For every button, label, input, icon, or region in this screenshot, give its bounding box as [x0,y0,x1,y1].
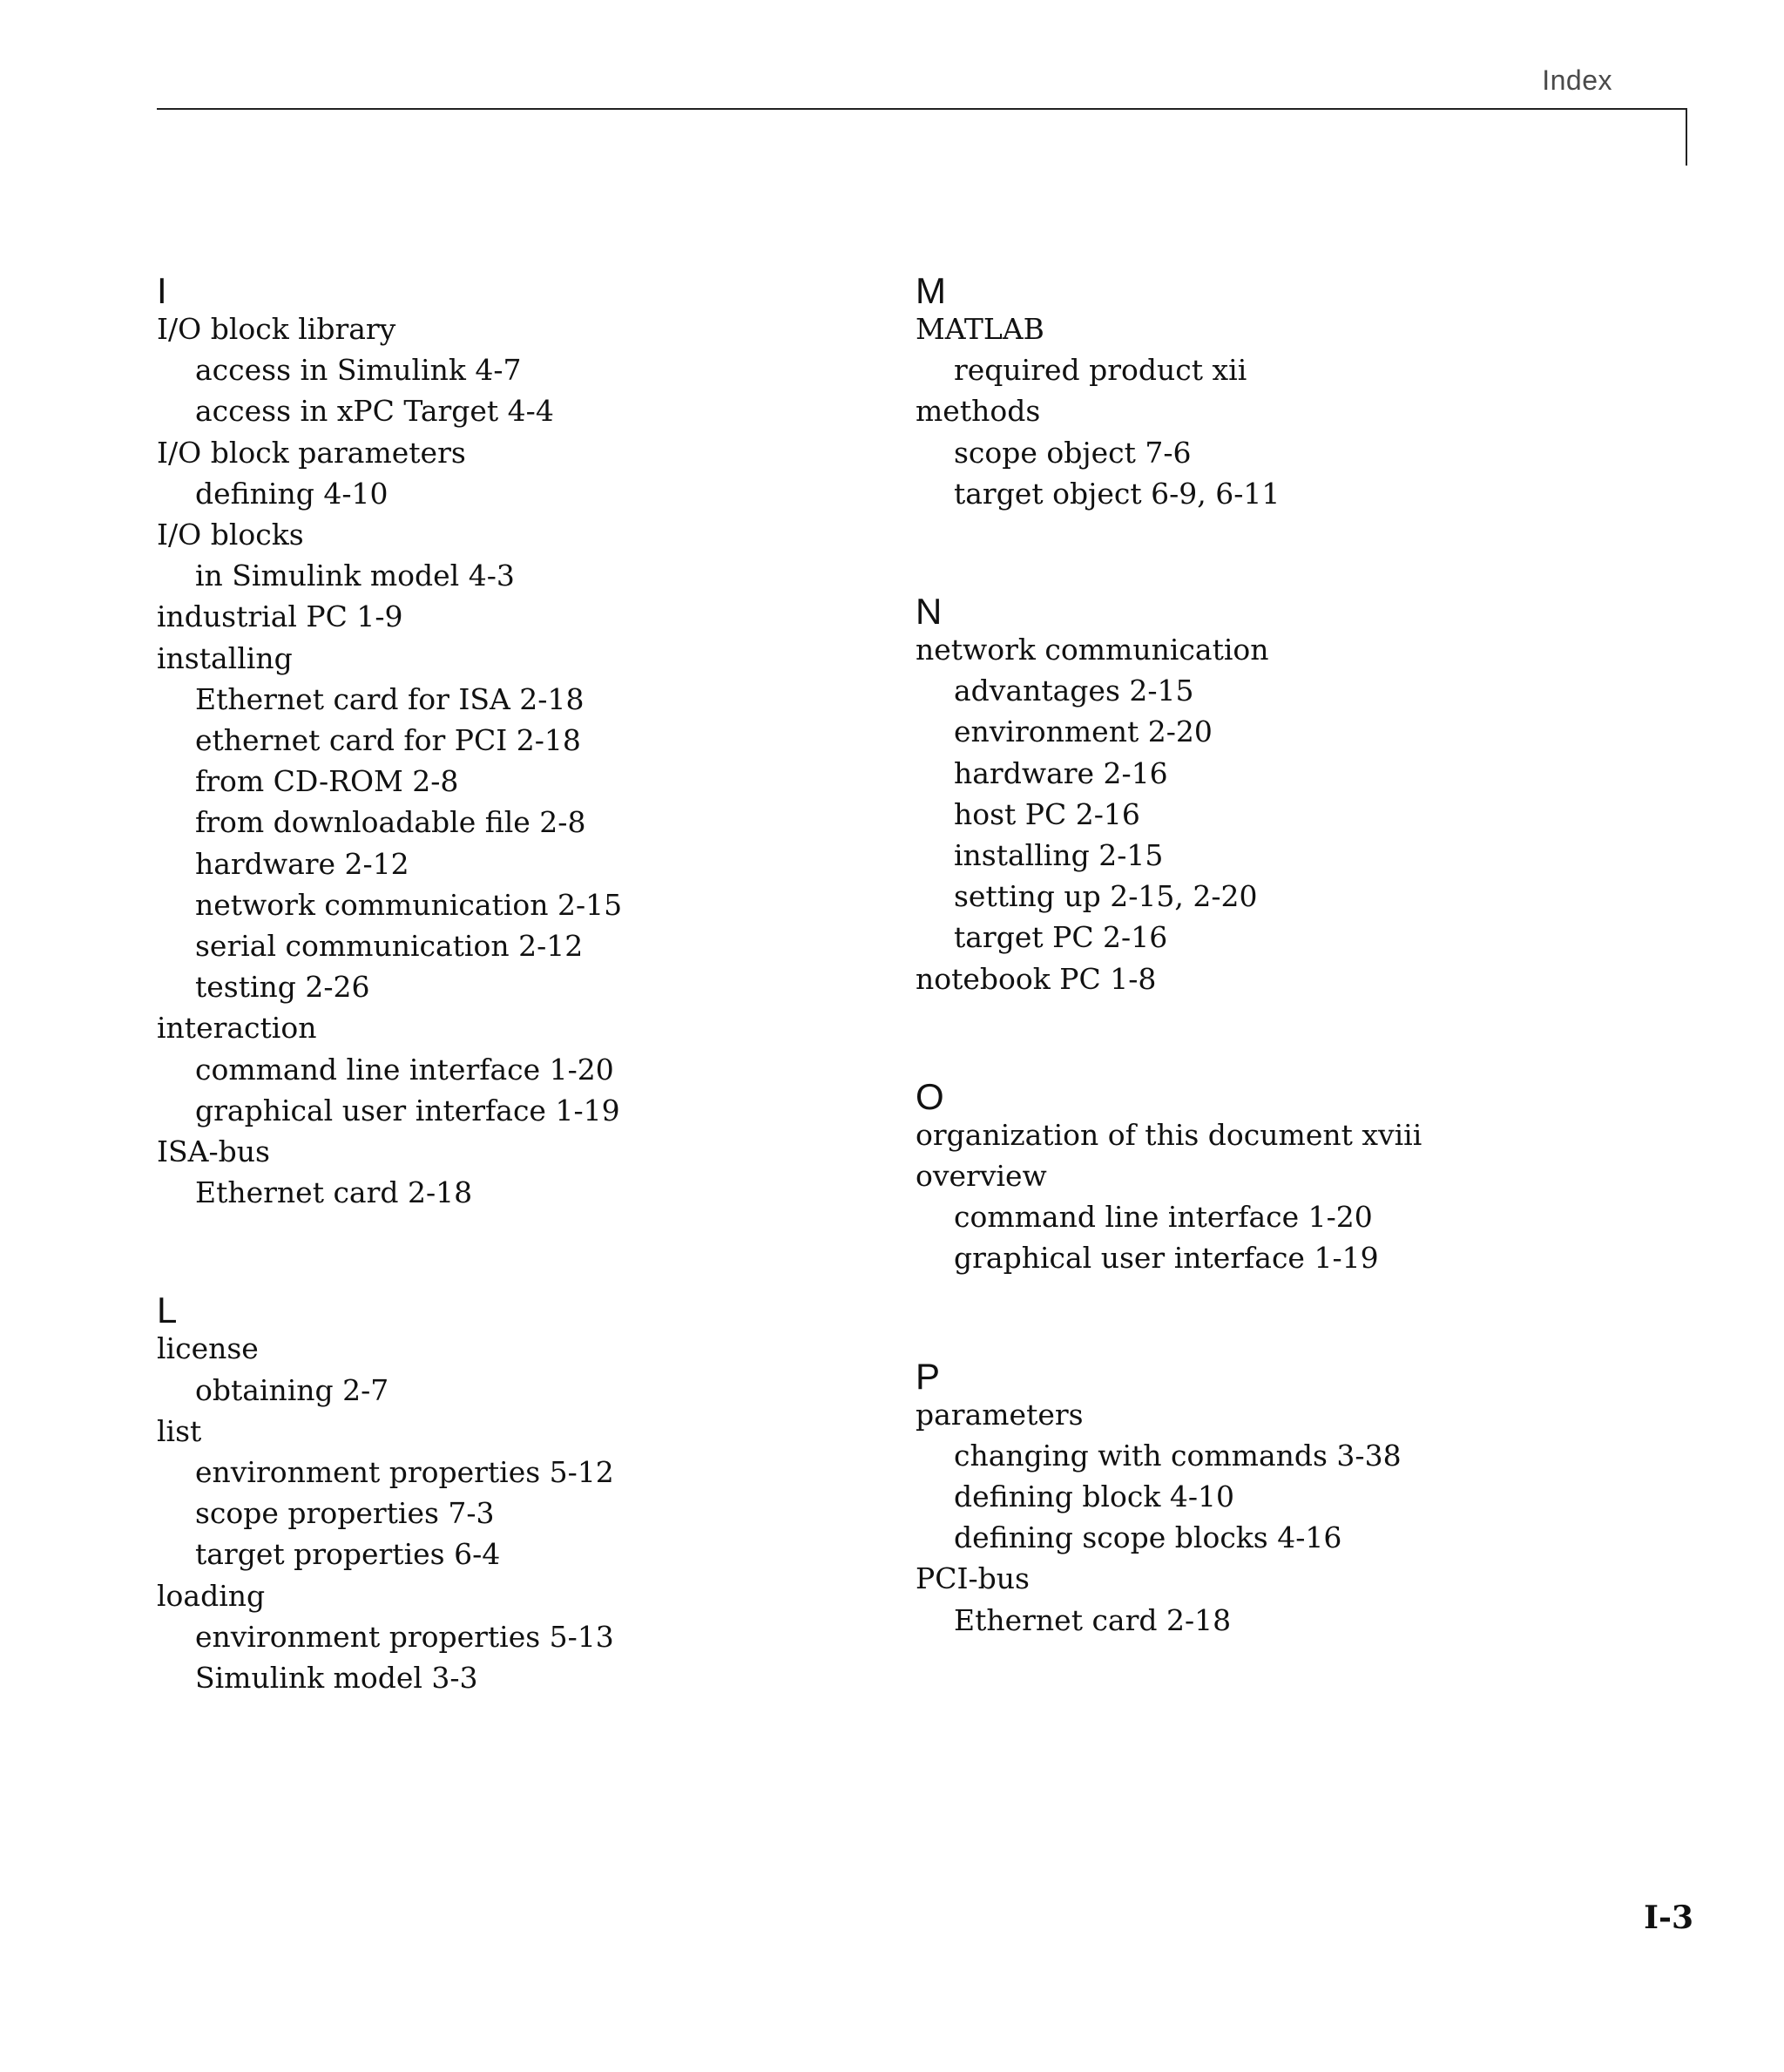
index-entry: interaction [157,1011,317,1046]
header-rule [157,108,1687,110]
index-subentry: hardware 2-16 [954,755,1168,790]
index-section [916,1355,1595,1641]
index-subentry: required product xii [954,353,1247,388]
index-entry: I/O block library [157,312,396,346]
index-entry: MATLAB [916,312,1044,346]
index-subentry: target object 6-9, 6-11 [954,476,1281,511]
index-subentry: testing 2-26 [195,970,370,1005]
index-subentry: graphical user interface 1-19 [954,1241,1379,1276]
index-entry: I/O blocks [157,518,304,552]
index-section [157,1290,836,1698]
index-entry: methods [916,394,1041,429]
section-letter: P [916,1355,941,1397]
index-subentry: installing 2-15 [954,838,1164,873]
index-subentry: host PC 2-16 [954,796,1140,831]
index-section [157,270,836,1213]
index-subentry: advantages 2-15 [954,674,1194,708]
index-entry: PCI-bus [916,1561,1030,1596]
index-subentry: hardware 2-12 [195,846,409,881]
index-subentry: access in Simulink 4-7 [195,353,522,388]
index-entry: organization of this document xviii [916,1117,1422,1152]
header-corner-tick [1686,108,1687,166]
index-section [916,591,1595,999]
index-entry: license [157,1331,259,1366]
index-subentry: defining block 4-10 [954,1480,1234,1514]
index-subentry: setting up 2-15, 2-20 [954,879,1258,914]
index-subentry: access in xPC Target 4-4 [195,394,554,429]
index-subentry: in Simulink model 4-3 [195,559,515,593]
section-letter: L [157,1290,178,1331]
index-subentry: from downloadable file 2-8 [195,805,586,840]
section-letter: N [916,591,943,633]
index-subentry: graphical user interface 1-19 [195,1093,620,1127]
index-subentry: Ethernet card 2-18 [954,1602,1232,1637]
index-subentry: environment properties 5-13 [195,1619,614,1654]
index-subentry: defining scope blocks 4-16 [954,1520,1342,1555]
index-entry: installing [157,640,293,675]
index-subentry: from CD-ROM 2-8 [195,764,459,799]
running-head: Index [1542,64,1612,96]
index-subentry: Ethernet card 2-18 [195,1175,473,1210]
index-entry: overview [916,1159,1047,1194]
index-subentry: network communication 2-15 [195,887,623,922]
page-number: I-3 [1644,1899,1693,1936]
index-subentry: Ethernet card for ISA 2-18 [195,681,585,716]
section-letter: O [916,1075,944,1117]
index-entry: list [157,1413,202,1448]
index-subentry: scope object 7-6 [954,435,1192,470]
index-subentry: command line interface 1-20 [954,1200,1373,1235]
index-subentry: ethernet card for PCI 2-18 [195,723,581,758]
index-entry: I/O block parameters [157,435,466,470]
index-entry: notebook PC 1-8 [916,961,1157,996]
index-column-left [157,270,836,1778]
index-subentry: scope properties 7-3 [195,1496,495,1531]
index-entry: network communication [916,633,1269,667]
index-subentry: defining 4-10 [195,476,389,511]
index-entry: industrial PC 1-9 [157,599,403,634]
index-entry: loading [157,1578,266,1613]
index-subentry: target PC 2-16 [954,920,1168,955]
index-subentry: environment 2-20 [954,714,1213,749]
index-section [916,1075,1595,1279]
section-letter: I [157,270,167,311]
section-letter: M [916,270,946,311]
index-entry: ISA-bus [157,1134,270,1169]
index-subentry: command line interface 1-20 [195,1052,614,1087]
index-subentry: changing with commands 3-38 [954,1438,1402,1473]
index-subentry: target properties 6-4 [195,1537,501,1572]
index-subentry: environment properties 5-12 [195,1455,614,1490]
index-subentry: serial communication 2-12 [195,929,584,964]
index-entry: parameters [916,1397,1084,1432]
index-column-right [916,270,1595,1721]
index-section [916,270,1595,514]
index-subentry: Simulink model 3-3 [195,1661,478,1696]
index-subentry: obtaining 2-7 [195,1372,389,1407]
